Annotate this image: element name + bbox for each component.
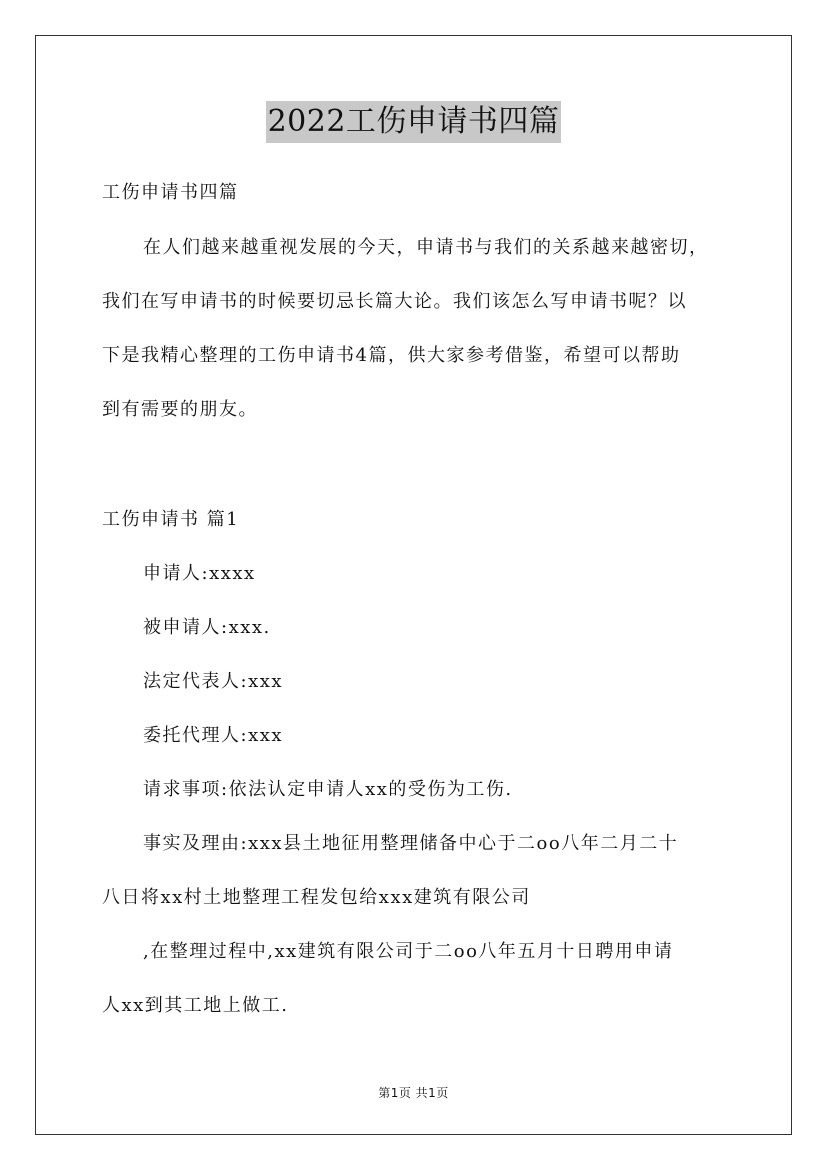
title-container — [0, 101, 827, 143]
intro-line: 到有需要的朋友。 — [102, 399, 258, 420]
facts-line: 八日将xx村土地整理工程发包给xxx建筑有限公司 — [102, 887, 531, 908]
facts-line: 人xx到其工地上做工. — [102, 995, 289, 1016]
field-legal-representative: 法定代表人:xxx — [143, 671, 284, 692]
field-respondent: 被申请人:xxx. — [143, 617, 271, 638]
document-subtitle: 工伤申请书四篇 — [102, 182, 239, 203]
intro-line: 我们在写申请书的时候要切忌长篇大论。我们该怎么写申请书呢？以 — [102, 291, 687, 312]
field-agent: 委托代理人:xxx — [143, 725, 284, 746]
field-request: 请求事项:依法认定申请人xx的受伤为工伤. — [143, 779, 513, 800]
document-title: 2022工伤申请书四篇 — [266, 101, 562, 143]
intro-line: 下是我精心整理的工伤申请书4篇，供大家参考借鉴，希望可以帮助 — [102, 345, 681, 366]
facts-line: 事实及理由:xxx县土地征用整理储备中心于二oo八年二月二十 — [143, 833, 679, 854]
field-applicant: 申请人:xxxx — [143, 563, 256, 584]
intro-line: 在人们越来越重视发展的今天，申请书与我们的关系越来越密切， — [143, 237, 709, 258]
page-footer: 第1页 共1页 — [378, 1086, 449, 1100]
section-heading: 工伤申请书 篇1 — [102, 509, 240, 530]
facts-line: ,在整理过程中,xx建筑有限公司于二oo八年五月十日聘用申请 — [143, 941, 674, 962]
